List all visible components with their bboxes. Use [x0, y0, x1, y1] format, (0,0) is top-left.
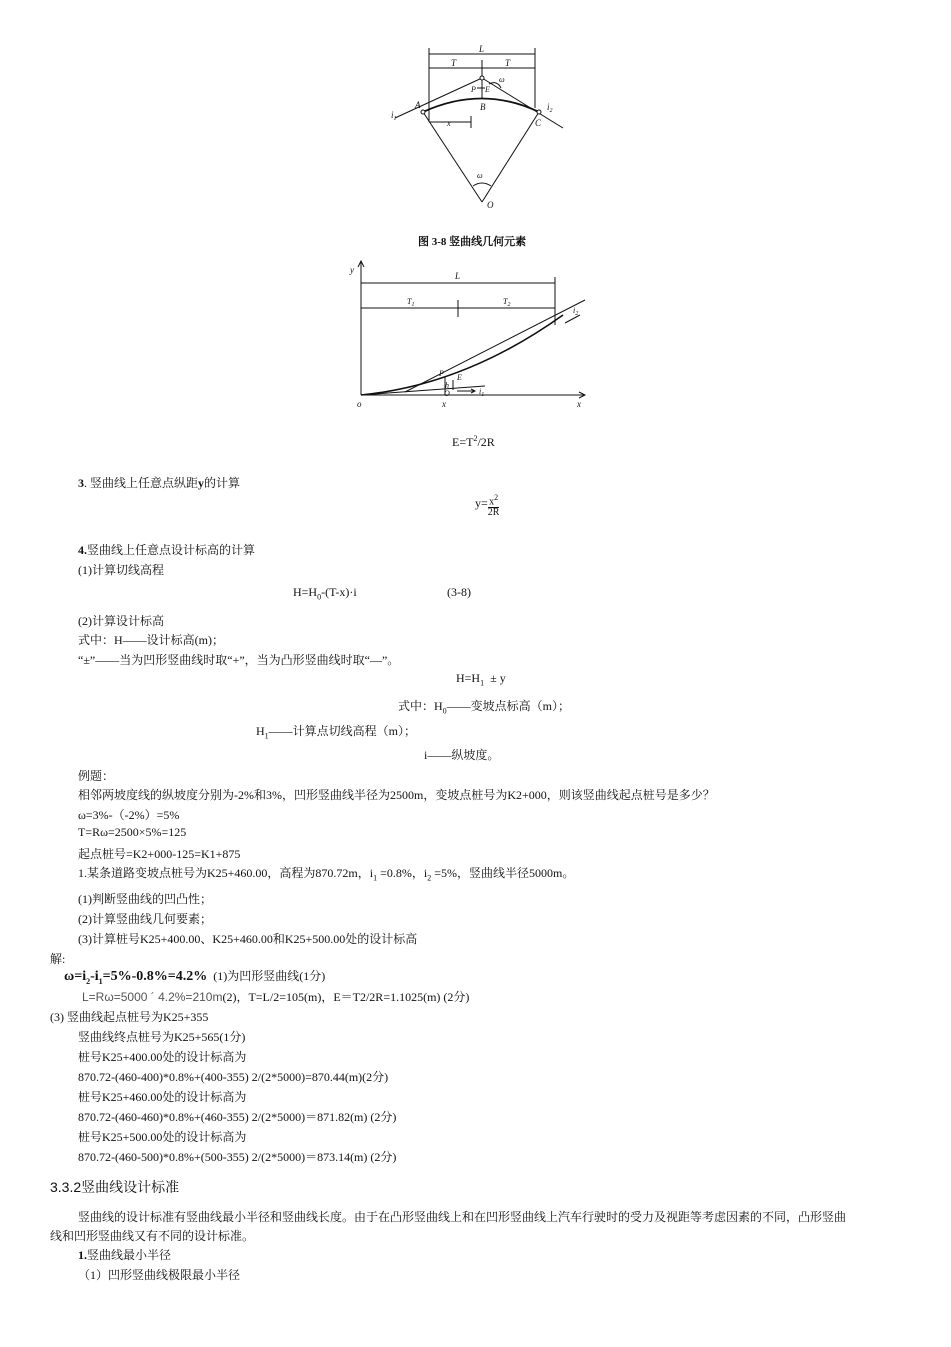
solution-7: 桩号K25+460.00处的设计标高为	[78, 1090, 247, 1104]
paragraph-1-line-2: 线和凹形竖曲线又有不同的设计标准。	[50, 1229, 255, 1243]
fig1-label-T-left: T	[451, 58, 457, 68]
solution-6: 870.72-(460-400)*0.8%+(400-355) 2/(2*5000)=870.44(m)(2分)	[78, 1070, 389, 1084]
subheading-concave-min-radius: （1）凹形竖曲线极限最小半径	[78, 1268, 241, 1282]
fig1-label-L: L	[479, 44, 485, 54]
solution-9: 桩号K25+500.00处的设计标高为	[78, 1130, 247, 1144]
solution-2: L=Rω=5000 ´ 4.2%=210m(2)，T=L/2=105(m)，E＝T2/2R=1.1025(m) (2分)	[82, 990, 470, 1004]
fig1-label-B: B	[480, 102, 486, 112]
formula-3-8: $H=H_0-(T-x)\cdot i$	[293, 585, 357, 602]
heading-4: 4.竖曲线上任意点设计标高的计算	[78, 543, 256, 557]
fig1-label-O: O	[487, 200, 494, 210]
question-1: 1.某条道路变坡点桩号为K25+460.00，高程为870.72m，$i_1 =0.8\%$，$i_2 =5\%$，竖曲线半径5000m。	[78, 866, 575, 883]
fig1-label-omega-top: ω	[499, 75, 505, 84]
where-h0: 式中：$H_0——$变坡点标高（m）；	[398, 699, 571, 716]
fig2-label-L: L	[455, 271, 461, 281]
question-1-part-2: (2)计算竖曲线几何要素；	[78, 912, 212, 926]
paragraph-1-line-1: 竖曲线的设计标准有竖曲线最小半径和竖曲线长度。由于在凸形竖曲线上和在凹形竖曲线上汽车行驶时的受力及视距等考虑因素的不同，凸形竖曲	[78, 1210, 847, 1224]
figure-vertical-curve-coordinates	[345, 255, 600, 425]
fig1-label-i1: $i_1$	[391, 110, 397, 122]
solution-1: $\omega=i_2-i_1=5\%-0.8\%=4.2\%$ (1)为凹形竖曲线(1分)	[64, 969, 326, 986]
example-start: 起点桩号=K2+000-125=K1+875	[78, 847, 241, 861]
figure-vertical-curve-svg	[385, 40, 575, 215]
where-h: 式中：H——设计标高(m)；	[78, 633, 224, 647]
fig1-label-T-right: T	[505, 58, 511, 68]
solution-label: 解:	[50, 952, 66, 966]
step-2: (2)计算设计标高	[78, 614, 164, 628]
h1-definition: $H_1——$计算点切线高程（m）；	[256, 724, 417, 741]
example-t: T=Rω=2500×5%=125	[78, 825, 187, 839]
fig1-label-omega-bottom: ω	[477, 171, 483, 180]
y-formula: y= $\frac{x^2}{2R}$	[475, 493, 500, 516]
solution-5: 桩号K25+400.00处的设计标高为	[78, 1050, 247, 1064]
solution-10: 870.72-(460-500)*0.8%+(500-355) 2/(2*5000)＝873.14(m) (2分)	[78, 1150, 397, 1164]
fig2-label-P: P	[439, 369, 444, 378]
question-1-part-3: (3)计算桩号K25+400.00、K25+460.00和K25+500.00处的设计标高	[78, 932, 418, 946]
fig1-label-C: C	[535, 118, 542, 128]
fig2-label-origin: o	[357, 399, 362, 409]
e-formula: $E=T^2/2R$	[452, 434, 495, 449]
question-1-part-1: (1)判断竖曲线的凹凸性；	[78, 892, 212, 906]
example-omega: ω=3%-（-2%）=5%	[78, 808, 180, 822]
fig2-label-x-axis: x	[577, 399, 581, 409]
fig2-label-O: O	[444, 389, 450, 398]
fig2-label-i1: $i_1$	[479, 387, 485, 398]
figure-vertical-curve-geometry	[385, 40, 575, 215]
heading-min-radius: 1.竖曲线最小半径	[78, 1248, 172, 1262]
sign-rule: “±”——当为凹形竖曲线时取“+”，当为凸形竖曲线时取“—”。	[78, 653, 400, 667]
solution-8: 870.72-(460-460)*0.8%+(460-355) 2/(2*5000)＝871.82(m) (2分)	[78, 1110, 397, 1124]
fig2-label-T2: $T_2$	[503, 297, 511, 308]
fig1-label-i2: $i_2$	[547, 102, 553, 114]
section-heading-3-3-2: 3.3.2竖曲线设计标准	[50, 1179, 180, 1195]
fig2-label-T1: $T_1$	[407, 297, 415, 308]
fig2-label-x-mid: x	[442, 399, 446, 409]
fig2-label-h: h	[445, 381, 449, 390]
fig1-label-P: P	[471, 85, 476, 94]
fig2-label-E: E	[457, 373, 462, 382]
example-question: 相邻两坡度线的纵坡度分别为-2%和3%，凹形竖曲线半径为2500m，变坡点桩号为K2+000，则该竖曲线起点桩号是多少？	[78, 788, 715, 802]
heading-3: 3. 竖曲线上任意点纵距y的计算	[78, 476, 241, 490]
i-definition: i——纵坡度。	[424, 748, 500, 762]
figure-coordinates-svg	[345, 255, 600, 425]
fig1-label-A: A	[415, 100, 421, 110]
figure-caption: 图 3-8 竖曲线几何元素	[418, 236, 527, 248]
solution-3: (3) 竖曲线起点桩号为K25+355	[50, 1010, 209, 1024]
example-label: 例题：	[78, 769, 115, 783]
step-1: (1)计算切线高程	[78, 563, 164, 577]
fig1-label-E: E	[485, 85, 490, 94]
fig1-label-x: x	[447, 119, 451, 128]
fig2-label-y: y	[350, 265, 354, 275]
fig2-label-i2: $i_2$	[573, 306, 579, 317]
solution-4: 竖曲线终点桩号为K25+565(1分)	[78, 1030, 246, 1044]
equation-number: (3-8)	[447, 585, 471, 599]
h-formula-2: $H=H_1 \pm y$	[456, 671, 506, 688]
